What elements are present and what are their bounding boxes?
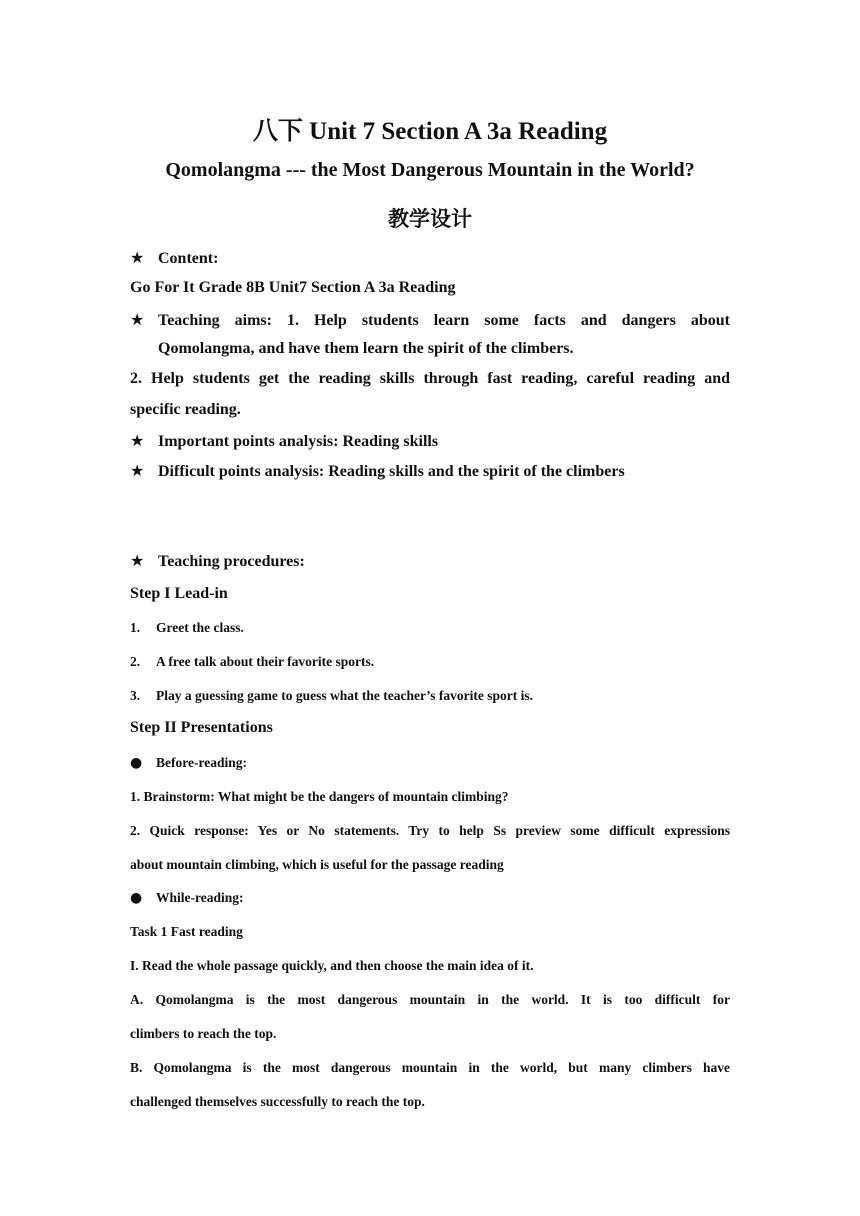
option-line: A. Qomolangma is the most dangerous mountain in the world. It is too difficult for <box>130 992 730 1007</box>
important-points: ★ Important points analysis: Reading skills <box>130 431 439 450</box>
paragraph-line: about mountain climbing, which is useful for the passage reading <box>130 857 504 872</box>
teaching-aims-line: ★ Teaching aims: 1. Help students learn some facts and dangers about <box>130 310 730 329</box>
bullet-heading: ● While-reading: <box>130 890 244 906</box>
star-icon: ★ <box>130 551 145 570</box>
document-subtitle: Qomolangma --- the Most Dangerous Mountain in the World? <box>165 159 695 181</box>
list-item: 3. Play a guessing game to guess what the teacher’s favorite sport is. <box>130 688 533 703</box>
bullet-icon: ● <box>130 755 143 771</box>
paragraph-line: 1. Brainstorm: What might be the dangers of mountain climbing? <box>130 789 509 804</box>
task-heading: Task 1 Fast reading <box>130 924 243 939</box>
star-icon: ★ <box>130 461 145 480</box>
teaching-procedures-heading: ★ Teaching procedures: <box>130 551 305 570</box>
paragraph-line: 2. Quick response: Yes or No statements. Try to help Ss preview some difficult expressions <box>130 823 730 838</box>
list-item: 2. A free talk about their favorite sports. <box>130 654 375 669</box>
content-heading: ★ Content: <box>130 248 219 267</box>
paragraph-line: I. Read the whole passage quickly, and then choose the main idea of it. <box>130 958 534 973</box>
step-heading: Step I Lead-in <box>130 585 228 602</box>
content-text: Go For It Grade 8B Unit7 Section A 3a Reading <box>130 279 456 296</box>
bullet-icon: ● <box>130 890 143 906</box>
bullet-heading: ● Before-reading: <box>130 755 247 771</box>
teaching-aims-line: specific reading. <box>130 401 241 418</box>
option-line: climbers to reach the top. <box>130 1026 277 1041</box>
star-icon: ★ <box>130 248 145 267</box>
teaching-aims-line: Qomolangma, and have them learn the spirit of the climbers. <box>158 340 574 357</box>
list-item: 1. Greet the class. <box>130 620 244 635</box>
option-line: challenged themselves successfully to reach the top. <box>130 1094 425 1109</box>
star-icon: ★ <box>130 310 145 329</box>
star-icon: ★ <box>130 431 145 450</box>
document-subtitle-chinese: 教学设计 <box>388 207 472 231</box>
difficult-points: ★ Difficult points analysis: Reading skills and the spirit of the climbers <box>130 461 625 480</box>
teaching-aims-line: 2. Help students get the reading skills through fast reading, careful reading and <box>130 370 730 387</box>
option-line: B. Qomolangma is the most dangerous mountain in the world, but many climbers have <box>130 1060 730 1075</box>
document-title: 八下 Unit 7 Section A 3a Reading <box>252 118 608 145</box>
step-heading: Step II Presentations <box>130 719 273 736</box>
